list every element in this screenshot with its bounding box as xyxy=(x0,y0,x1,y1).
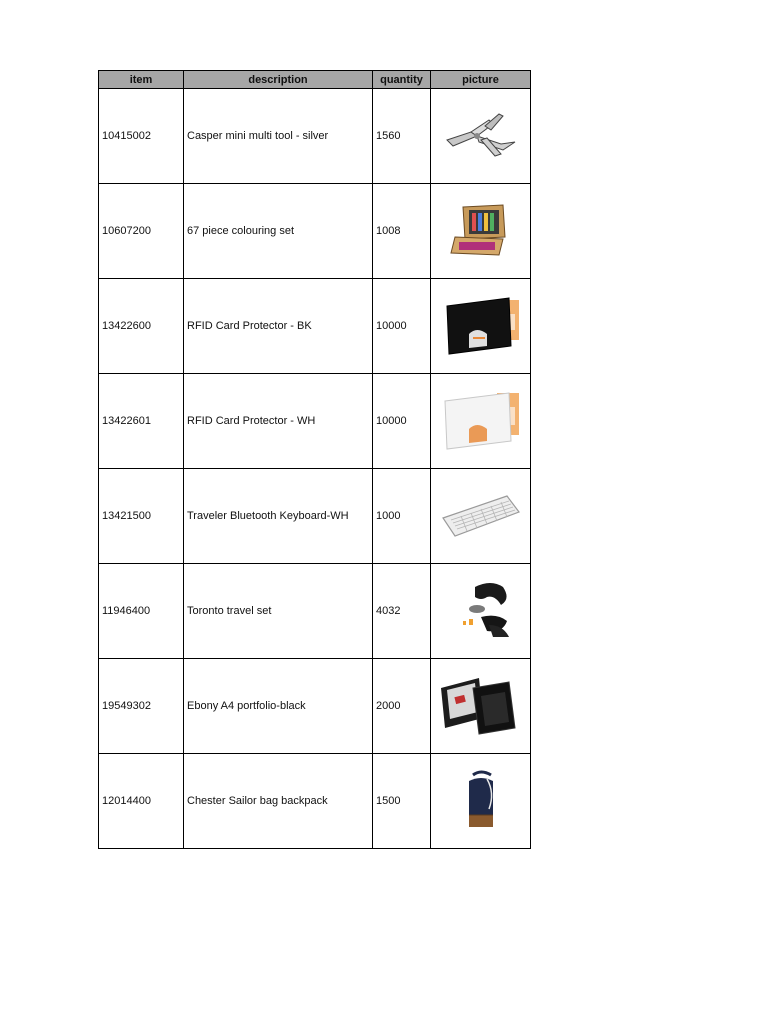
item-cell: 10415002 xyxy=(99,89,184,184)
table-row xyxy=(99,469,531,564)
item-cell: 10607200 xyxy=(99,184,184,279)
description-cell: Ebony A4 portfolio-black xyxy=(184,659,373,754)
header-row xyxy=(99,71,531,89)
header-quantity: quantity xyxy=(373,71,431,89)
table-row xyxy=(99,89,531,184)
picture-cell xyxy=(431,89,531,184)
item-cell: 12014400 xyxy=(99,754,184,849)
item-cell: 11946400 xyxy=(99,564,184,659)
picture-cell xyxy=(431,279,531,374)
product-table xyxy=(98,70,531,849)
item-cell: 13422601 xyxy=(99,374,184,469)
quantity-cell: 2000 xyxy=(373,659,431,754)
description-cell: Toronto travel set xyxy=(184,564,373,659)
item-cell: 19549302 xyxy=(99,659,184,754)
quantity-cell: 1560 xyxy=(373,89,431,184)
portfolio-image xyxy=(439,674,523,738)
quantity-cell: 1000 xyxy=(373,469,431,564)
item-cell: 13422600 xyxy=(99,279,184,374)
card-protector-white-image xyxy=(439,389,523,453)
table-row xyxy=(99,184,531,279)
description-cell: RFID Card Protector - BK xyxy=(184,279,373,374)
picture-cell xyxy=(431,184,531,279)
table-row xyxy=(99,564,531,659)
picture-cell xyxy=(431,659,531,754)
header-picture: picture xyxy=(431,71,531,89)
quantity-cell: 1500 xyxy=(373,754,431,849)
description-cell: 67 piece colouring set xyxy=(184,184,373,279)
quantity-cell: 1008 xyxy=(373,184,431,279)
quantity-cell: 10000 xyxy=(373,374,431,469)
description-cell: Traveler Bluetooth Keyboard-WH xyxy=(184,469,373,564)
travel-set-image xyxy=(441,579,521,643)
item-cell: 13421500 xyxy=(99,469,184,564)
picture-cell xyxy=(431,469,531,564)
table-row xyxy=(99,374,531,469)
picture-cell xyxy=(431,564,531,659)
table-row xyxy=(99,659,531,754)
keyboard-image xyxy=(439,488,523,544)
description-cell: RFID Card Protector - WH xyxy=(184,374,373,469)
picture-cell xyxy=(431,374,531,469)
card-protector-black-image xyxy=(439,294,523,358)
quantity-cell: 4032 xyxy=(373,564,431,659)
table-row xyxy=(99,279,531,374)
colouring-set-image xyxy=(441,201,521,261)
header-description: description xyxy=(184,71,373,89)
multi-tool-image xyxy=(441,106,521,166)
sailor-bag-image xyxy=(451,769,511,833)
table-row xyxy=(99,754,531,849)
description-cell: Casper mini multi tool - silver xyxy=(184,89,373,184)
quantity-cell: 10000 xyxy=(373,279,431,374)
picture-cell xyxy=(431,754,531,849)
header-item: item xyxy=(99,71,184,89)
description-cell: Chester Sailor bag backpack xyxy=(184,754,373,849)
